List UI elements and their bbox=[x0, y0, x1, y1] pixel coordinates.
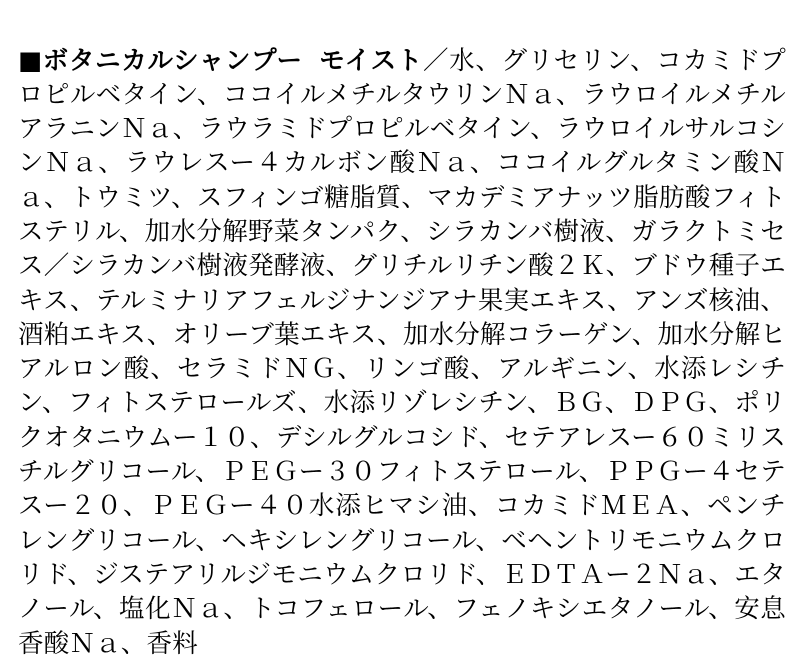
product-name: ボタニカルシャンプー bbox=[42, 45, 303, 76]
ingredients-text: 水、グリセリン、コカミドプロピルベタイン、ココイルメチルタウリンＮａ、ラウロイルメチルアラニンＮａ、ラウラミドプロピルベタイン、ラウロイルサルコシンＮａ、ラウレスー４カルボン酸Ｎａ、ココイルグルタミン酸Ｎａ、トウミツ、スフィンゴ糖脂質、マカデミアナッツ脂肪酸フィトステリル、加水分解野菜タンパク、シラカンバ樹液、ガラクトミセス／シラカンバ樹液発酵液、グリチルリチン酸２Ｋ、ブドウ種子エキス、テルミナリアフェルジナンジアナ果実エキス、アンズ核油、酒粕エキス、オリーブ葉エキス、加水分解コラーゲン、加水分解ヒアルロン酸、セラミドＮＧ、リンゴ酸、アルギニン、水添レシチン、フィトステロールズ、水添リゾレシチン、ＢＧ、ＤＰＧ、ポリクオタニウムー１０、デシルグルコシド、セテアレスー６０ミリスチルグリコール、ＰＥＧー３０フィトステロール、ＰＰＧー４セテスー２０、ＰＥＧー４０水添ヒマシ油、コカミドＭＥＡ、ペンチレングリコール、ヘキシレングリコール、ベヘントリモニウムクロリド、ジステアリルジモニウムクロリド、ＥＤＴＡー２Ｎａ、エタノール、塩化Ｎａ、トコフェロール、フェノキシエタノール、安息香酸Ｎａ、香料 bbox=[18, 45, 787, 659]
square-bullet-icon: ■ bbox=[18, 45, 43, 76]
product-variant: モイスト bbox=[318, 45, 423, 76]
ingredient-list-paragraph bbox=[18, 44, 786, 661]
separator: ／ bbox=[422, 45, 450, 76]
